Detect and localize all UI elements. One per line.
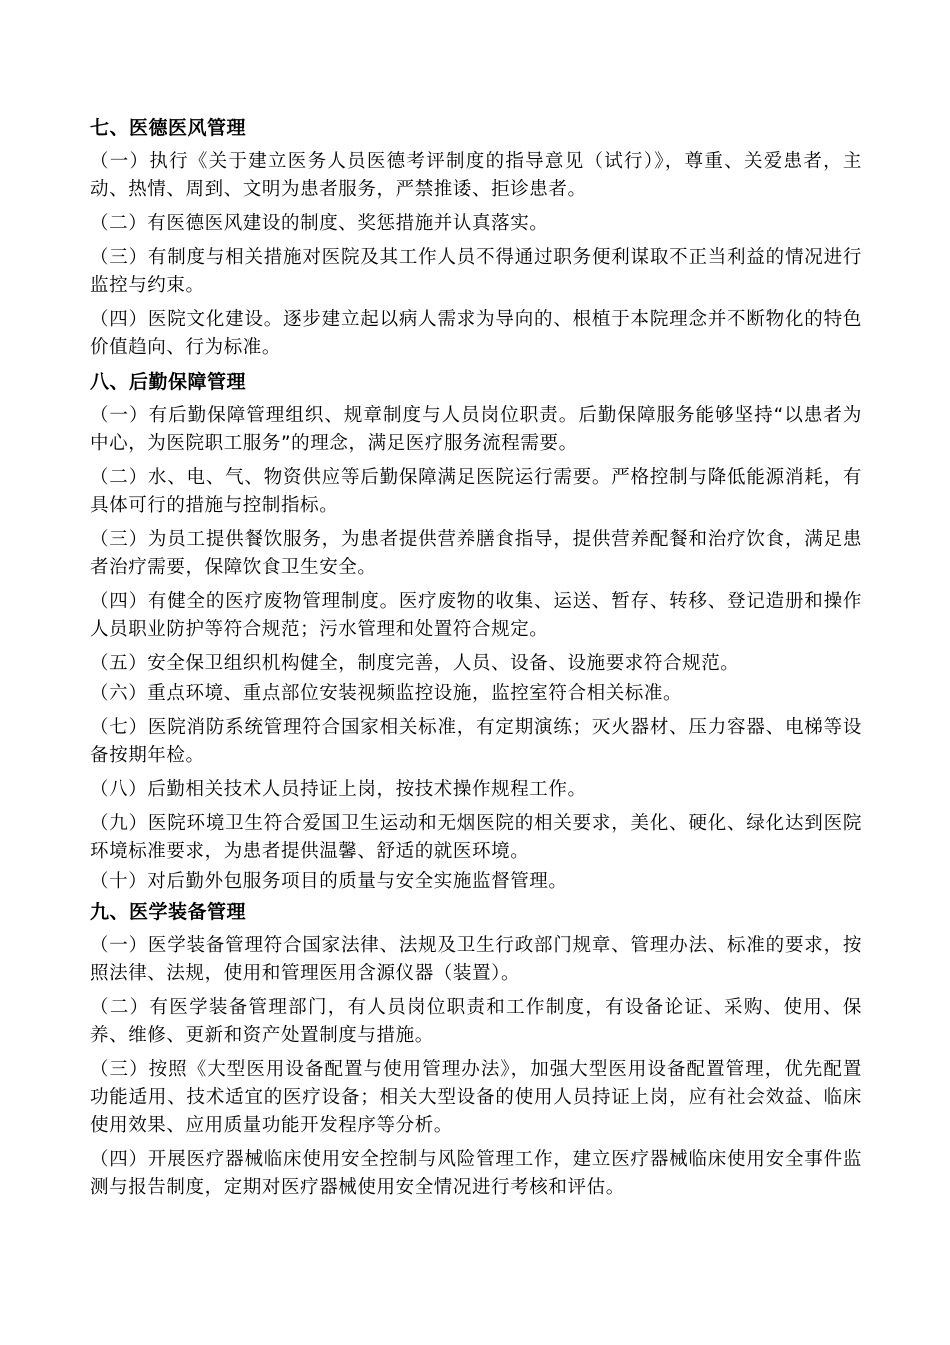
section-logistics xyxy=(90,368,862,896)
paragraph: （二）有医德医风建设的制度、奖惩措施并认真落实。 xyxy=(90,213,549,234)
section-heading: 七、医德医风管理 xyxy=(90,117,247,139)
paragraph: （四）有健全的医疗废物管理制度。医疗废物的收集、运送、暂存、转移、登记造册和操作人员职业防护等符合规范；污水管理和处置符合规定。 xyxy=(90,591,862,640)
paragraph: （七）医院消防系统管理符合国家相关标准，有定期演练；灭火器材、压力容器、电梯等设备按期年检。 xyxy=(90,717,862,766)
paragraph: （四）开展医疗器械临床使用安全控制与风险管理工作，建立医疗器械临床使用安全事件监测与报告制度，定期对医疗器械使用安全情况进行考核和评估。 xyxy=(90,1149,862,1198)
paragraph: （一）有后勤保障管理组织、规章制度与人员岗位职责。后勤保障服务能够坚持“以患者为中心，为医院职工服务”的理念，满足医疗服务流程需要。 xyxy=(90,405,862,454)
paragraph: （三）为员工提供餐饮服务，为患者提供营养膳食指导，提供营养配餐和治疗饮食，满足患者治疗需要，保障饮食卫生安全。 xyxy=(90,529,862,578)
paragraph: （一）执行《关于建立医务人员医德考评制度的指导意见（试行）》，尊重、关爱患者，主动、热情、周到、文明为患者服务，严禁推诿、拒诊患者。 xyxy=(90,151,862,200)
paragraph: （五）安全保卫组织机构健全，制度完善，人员、设备、设施要求符合规范。 xyxy=(90,653,740,674)
paragraph: （二）水、电、气、物资供应等后勤保障满足医院运行需要。严格控制与降低能源消耗，有具体可行的措施与控制指标。 xyxy=(90,467,862,516)
section-heading: 八、后勤保障管理 xyxy=(90,371,247,393)
paragraph: （三）有制度与相关措施对医院及其工作人员不得通过职务便利谋取不正当利益的情况进行监控与约束。 xyxy=(90,247,862,296)
paragraph: （四）医院文化建设。逐步建立起以病人需求为导向的、根植于本院理念并不断物化的特色价值趋向、行为标准。 xyxy=(90,309,862,358)
paragraph: （一）医学装备管理符合国家法律、法规及卫生行政部门规章、管理办法、标准的要求，按照法律、法规，使用和管理医用含源仪器（装置）。 xyxy=(90,935,862,984)
paragraph: （九）医院环境卫生符合爱国卫生运动和无烟医院的相关要求，美化、硬化、绿化达到医院环境标准要求，为患者提供温馨、舒适的就医环境。 xyxy=(90,813,862,862)
document-page xyxy=(90,114,862,1208)
paragraph: （三）按照《大型医用设备配置与使用管理办法》，加强大型医用设备配置管理，优先配置功能适用、技术适宜的医疗设备；相关大型设备的使用人员持证上岗，应有社会效益、临床使用效果、应用质量功能开发程序等分析。 xyxy=(90,1059,862,1136)
section-heading: 九、医学装备管理 xyxy=(90,901,247,923)
paragraph: （六）重点环境、重点部位安装视频监控设施，监控室符合相关标准。 xyxy=(90,683,683,704)
paragraph: （八）后勤相关技术人员持证上岗，按技术操作规程工作。 xyxy=(90,779,587,800)
section-medical-equipment xyxy=(90,898,862,1202)
paragraph: （十）对后勤外包服务项目的质量与安全实施监督管理。 xyxy=(90,871,568,892)
section-medical-ethics xyxy=(90,114,862,362)
paragraph: （二）有医学装备管理部门，有人员岗位职责和工作制度，有设备论证、采购、使用、保养、维修、更新和资产处置制度与措施。 xyxy=(90,997,862,1046)
